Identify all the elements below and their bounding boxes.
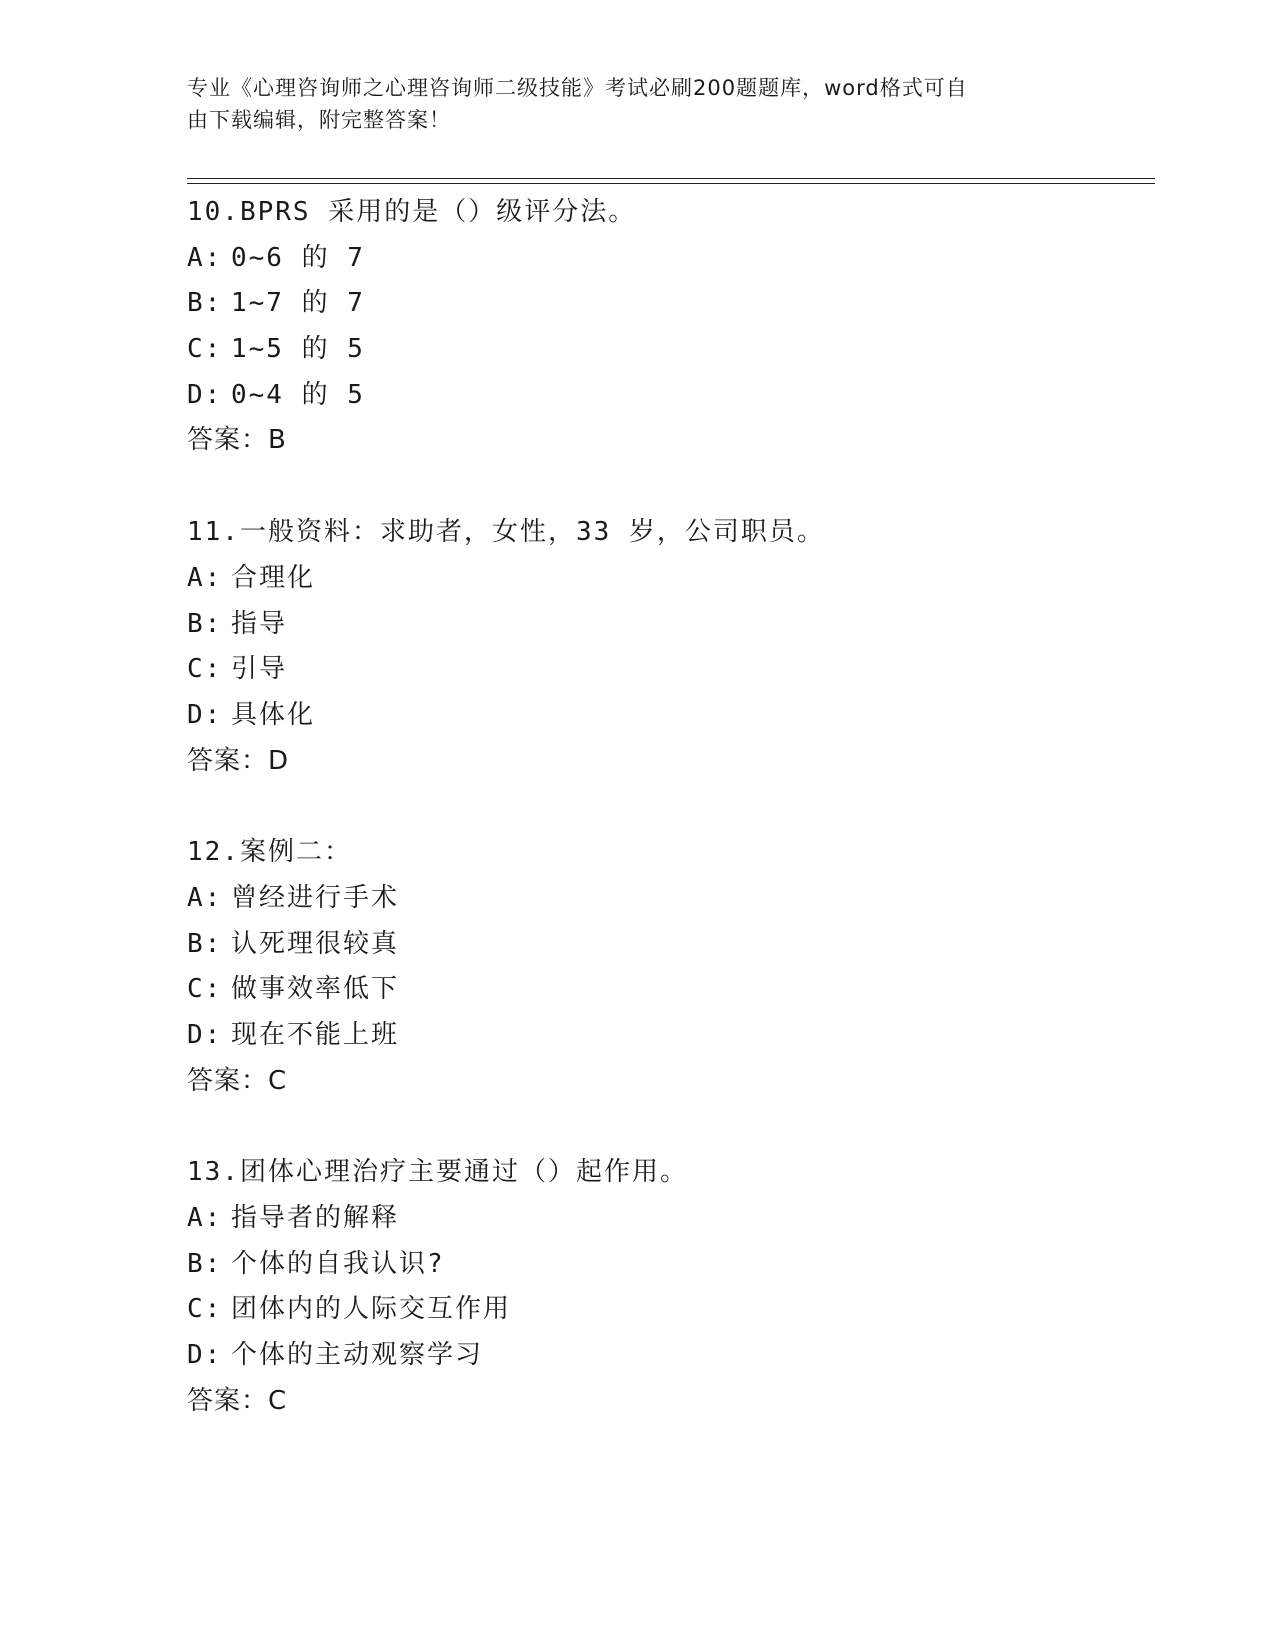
option-text: 指导 bbox=[231, 608, 288, 639]
option-c bbox=[187, 327, 1147, 373]
option-text: 团体内的人际交互作用 bbox=[231, 1294, 512, 1325]
option-text: 个体的自我认识? bbox=[231, 1248, 445, 1279]
option-c bbox=[187, 1287, 1147, 1333]
question-10 bbox=[187, 190, 1147, 464]
question-12 bbox=[187, 830, 1147, 1104]
answer: 答案：C bbox=[187, 1065, 288, 1096]
option-a bbox=[187, 236, 1147, 282]
option-b bbox=[187, 281, 1147, 327]
option-text: 做事效率低下 bbox=[231, 974, 400, 1005]
option-letter: C: bbox=[187, 1294, 223, 1325]
option-text: 具体化 bbox=[231, 699, 316, 730]
option-a bbox=[187, 1196, 1147, 1242]
question-stem: 12.案例二： bbox=[187, 837, 352, 868]
option-letter: D: bbox=[187, 1020, 223, 1050]
question-list bbox=[187, 190, 1147, 1471]
option-text: 合理化 bbox=[231, 562, 316, 593]
option-b bbox=[187, 922, 1147, 968]
option-a bbox=[187, 556, 1147, 602]
option-d bbox=[187, 1013, 1147, 1059]
option-letter: B: bbox=[187, 1248, 223, 1279]
header-line-2: 由下载编辑，附完整答案！ bbox=[187, 108, 451, 132]
question-stem: 13.团体心理治疗主要通过（）起作用。 bbox=[187, 1157, 688, 1188]
option-letter: A: bbox=[187, 1203, 223, 1234]
option-text: 指导者的解释 bbox=[231, 1203, 400, 1234]
option-letter: B: bbox=[187, 608, 223, 639]
option-text: 认死理很较真 bbox=[231, 928, 400, 959]
answer: 答案：B bbox=[187, 425, 287, 456]
option-text: 个体的主动观察学习 bbox=[231, 1340, 484, 1371]
option-b bbox=[187, 602, 1147, 648]
option-a bbox=[187, 876, 1147, 922]
question-stem: 11.一般资料：求助者，女性，33 岁，公司职员。 bbox=[187, 517, 825, 548]
option-letter: A: bbox=[187, 562, 223, 593]
option-d bbox=[187, 693, 1147, 739]
option-d bbox=[187, 1333, 1147, 1379]
option-letter: B: bbox=[187, 288, 223, 319]
header-divider-top bbox=[187, 178, 1155, 179]
document-header bbox=[187, 72, 1067, 136]
option-text: 曾经进行手术 bbox=[231, 882, 400, 913]
option-letter: A: bbox=[187, 882, 223, 913]
option-letter: C: bbox=[187, 654, 223, 685]
answer: 答案：D bbox=[187, 745, 290, 776]
option-letter: D: bbox=[187, 699, 223, 730]
option-c bbox=[187, 647, 1147, 693]
question-11 bbox=[187, 510, 1147, 784]
option-text: 现在不能上班 bbox=[231, 1020, 400, 1050]
option-b bbox=[187, 1242, 1147, 1288]
question-13 bbox=[187, 1150, 1147, 1424]
option-letter: C: bbox=[187, 334, 223, 365]
option-c bbox=[187, 967, 1147, 1013]
option-text: 引导 bbox=[231, 654, 288, 685]
answer: 答案：C bbox=[187, 1385, 288, 1416]
option-letter: B: bbox=[187, 928, 223, 959]
option-text: 0~6 的 7 bbox=[231, 242, 365, 273]
header-line-1: 专业《心理咨询师之心理咨询师二级技能》考试必刷200题题库，word格式可自 bbox=[187, 76, 968, 100]
option-text: 0~4 的 5 bbox=[231, 379, 365, 410]
option-text: 1~7 的 7 bbox=[231, 288, 365, 319]
option-letter: D: bbox=[187, 1340, 223, 1371]
option-letter: C: bbox=[187, 974, 223, 1005]
option-letter: A: bbox=[187, 242, 223, 273]
question-stem: 10.BPRS 采用的是（）级评分法。 bbox=[187, 197, 637, 227]
option-d bbox=[187, 373, 1147, 419]
header-divider-bottom bbox=[187, 183, 1155, 184]
option-text: 1~5 的 5 bbox=[231, 334, 365, 365]
option-letter: D: bbox=[187, 379, 223, 410]
